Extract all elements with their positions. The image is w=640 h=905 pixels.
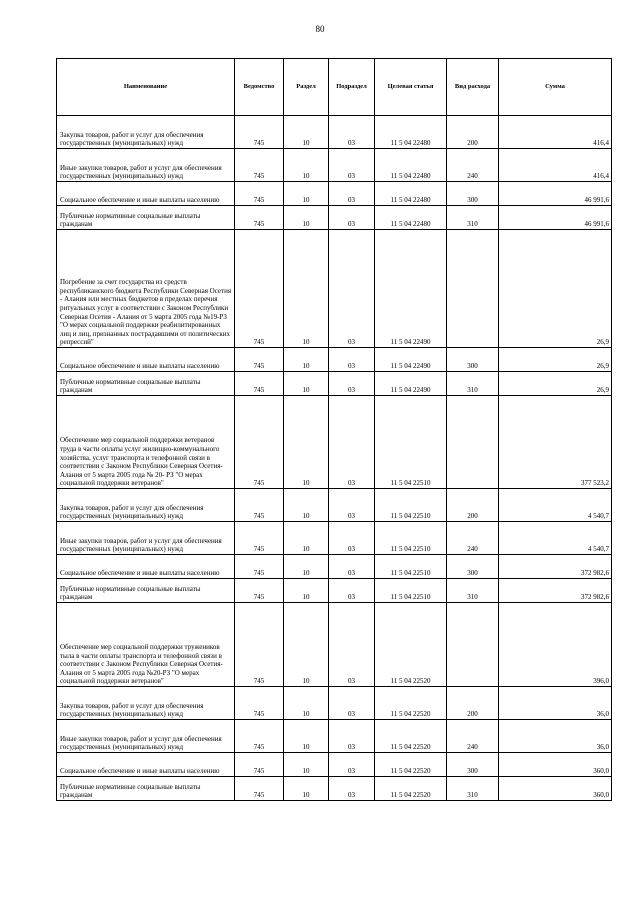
- header-expense-type: Вид расхода: [447, 59, 499, 116]
- row-section: 10: [284, 603, 329, 687]
- table-row: [57, 603, 612, 687]
- row-expense-type: [447, 230, 499, 348]
- row-department: 745: [235, 230, 284, 348]
- row-department: 745: [235, 116, 284, 149]
- row-target-article: 11 5 04 22510: [375, 489, 447, 522]
- row-section: 10: [284, 489, 329, 522]
- row-sum: 416,4: [499, 149, 612, 182]
- row-sum: 26,9: [499, 230, 612, 348]
- row-department: 745: [235, 396, 284, 489]
- row-subsection: 03: [329, 777, 375, 801]
- row-name: Закупка товаров, работ и услуг для обеспечения государственных (муниципальных) нужд: [57, 687, 235, 720]
- row-department: 745: [235, 603, 284, 687]
- row-name: Иные закупки товаров, работ и услуг для обеспечения государственных (муниципальных) нужд: [57, 522, 235, 555]
- table-row: [57, 555, 612, 579]
- row-subsection: 03: [329, 149, 375, 182]
- table-row: [57, 372, 612, 396]
- row-sum: 36,0: [499, 687, 612, 720]
- row-name: Публичные нормативные социальные выплаты гражданам: [57, 579, 235, 603]
- row-sum: 360,0: [499, 777, 612, 801]
- row-expense-type: 240: [447, 720, 499, 753]
- row-expense-type: 200: [447, 489, 499, 522]
- row-sum: 46 991,6: [499, 182, 612, 206]
- row-subsection: 03: [329, 116, 375, 149]
- table-row: [57, 348, 612, 372]
- row-expense-type: 300: [447, 348, 499, 372]
- row-expense-type: 310: [447, 777, 499, 801]
- row-subsection: 03: [329, 522, 375, 555]
- row-section: 10: [284, 348, 329, 372]
- row-section: 10: [284, 230, 329, 348]
- row-sum: 4 540,7: [499, 489, 612, 522]
- header-target-article: Целевая статья: [375, 59, 447, 116]
- row-subsection: 03: [329, 753, 375, 777]
- row-target-article: 11 5 04 22510: [375, 396, 447, 489]
- row-target-article: 11 5 04 22520: [375, 603, 447, 687]
- budget-table: [56, 58, 612, 801]
- row-name: Публичные нормативные социальные выплаты гражданам: [57, 206, 235, 230]
- row-target-article: 11 5 04 22520: [375, 777, 447, 801]
- row-expense-type: 200: [447, 687, 499, 720]
- row-subsection: 03: [329, 230, 375, 348]
- row-target-article: 11 5 04 22480: [375, 149, 447, 182]
- row-name: Публичные нормативные социальные выплаты гражданам: [57, 372, 235, 396]
- row-target-article: 11 5 04 22520: [375, 687, 447, 720]
- row-target-article: 11 5 04 22510: [375, 522, 447, 555]
- row-target-article: 11 5 04 22480: [375, 116, 447, 149]
- row-section: 10: [284, 687, 329, 720]
- row-sum: 4 540,7: [499, 522, 612, 555]
- row-name: Иные закупки товаров, работ и услуг для обеспечения государственных (муниципальных) нужд: [57, 720, 235, 753]
- row-sum: 46 991,6: [499, 206, 612, 230]
- table-row: [57, 720, 612, 753]
- row-section: 10: [284, 579, 329, 603]
- table-row: [57, 777, 612, 801]
- row-name: Социальное обеспечение и иные выплаты населению: [57, 182, 235, 206]
- row-section: 10: [284, 753, 329, 777]
- row-department: 745: [235, 348, 284, 372]
- row-sum: 377 523,2: [499, 396, 612, 489]
- table-row: [57, 230, 612, 348]
- row-name: Закупка товаров, работ и услуг для обеспечения государственных (муниципальных) нужд: [57, 489, 235, 522]
- row-section: 10: [284, 396, 329, 489]
- row-section: 10: [284, 149, 329, 182]
- table-row: [57, 149, 612, 182]
- row-target-article: 11 5 04 22520: [375, 753, 447, 777]
- row-sum: 26,9: [499, 348, 612, 372]
- row-expense-type: [447, 603, 499, 687]
- row-expense-type: 310: [447, 206, 499, 230]
- row-name: Закупка товаров, работ и услуг для обеспечения государственных (муниципальных) нужд: [57, 116, 235, 149]
- row-expense-type: 310: [447, 579, 499, 603]
- row-section: 10: [284, 522, 329, 555]
- row-department: 745: [235, 149, 284, 182]
- row-section: 10: [284, 182, 329, 206]
- row-sum: 36,0: [499, 720, 612, 753]
- row-sum: 416,4: [499, 116, 612, 149]
- row-name: Социальное обеспечение и иные выплаты населению: [57, 555, 235, 579]
- row-subsection: 03: [329, 687, 375, 720]
- row-target-article: 11 5 04 22480: [375, 206, 447, 230]
- table-row: [57, 522, 612, 555]
- row-department: 745: [235, 182, 284, 206]
- row-name: Социальное обеспечение и иные выплаты населению: [57, 753, 235, 777]
- row-section: 10: [284, 116, 329, 149]
- row-target-article: 11 5 04 22490: [375, 348, 447, 372]
- table-row: [57, 396, 612, 489]
- row-name: Иные закупки товаров, работ и услуг для обеспечения государственных (муниципальных) нужд: [57, 149, 235, 182]
- row-department: 745: [235, 777, 284, 801]
- row-department: 745: [235, 522, 284, 555]
- row-sum: 372 982,6: [499, 579, 612, 603]
- row-subsection: 03: [329, 206, 375, 230]
- row-target-article: 11 5 04 22510: [375, 555, 447, 579]
- row-department: 745: [235, 372, 284, 396]
- row-subsection: 03: [329, 372, 375, 396]
- row-name: Погребение за счет государства из средств республиканского бюджета Республики Северная Осетия - Алания или местных бюджетов в пределах перечня ритуальных услуг в соответствии с Законом Республики Северная Осетия - Алания от 5 марта 2005 года №19-РЗ "О мерах социальной поддержки реабилитированных лиц и лиц, признанных пострадавшими от политических репрессий": [57, 230, 235, 348]
- row-sum: 26,9: [499, 372, 612, 396]
- table-row: [57, 753, 612, 777]
- row-subsection: 03: [329, 489, 375, 522]
- row-expense-type: 240: [447, 149, 499, 182]
- row-name: Публичные нормативные социальные выплаты гражданам: [57, 777, 235, 801]
- header-department: Ведомство: [235, 59, 284, 116]
- row-subsection: 03: [329, 579, 375, 603]
- header-name: Наименование: [57, 59, 235, 116]
- table-row: [57, 579, 612, 603]
- row-department: 745: [235, 753, 284, 777]
- table-row: [57, 182, 612, 206]
- header-subsection: Подраздел: [329, 59, 375, 116]
- row-expense-type: 300: [447, 182, 499, 206]
- row-subsection: 03: [329, 603, 375, 687]
- row-subsection: 03: [329, 182, 375, 206]
- row-subsection: 03: [329, 555, 375, 579]
- row-section: 10: [284, 372, 329, 396]
- row-name: Обеспечение мер социальной поддержки ветеранов труда в части оплаты услуг жилищно-коммунального хозяйства, услуг транспорта и телефонной связи в соответствии с Законом Республики Северная Осетия-Алания от 5 марта 2005 года № 20- РЗ "О мерах социальной поддержки ветеранов": [57, 396, 235, 489]
- row-expense-type: 300: [447, 555, 499, 579]
- table-row: [57, 206, 612, 230]
- row-name: Обеспечение мер социальной поддержки тружеников тыла в части оплаты транспорта и телефонной связи в соответствии с Законом Республики Северная Осетия-Алания от 5 марта 2005 года №20-РЗ "О мерах социальной поддержки ветеранов": [57, 603, 235, 687]
- row-target-article: 11 5 04 22510: [375, 579, 447, 603]
- row-sum: 396,0: [499, 603, 612, 687]
- row-section: 10: [284, 720, 329, 753]
- table-header-row: [57, 59, 612, 116]
- row-subsection: 03: [329, 348, 375, 372]
- row-department: 745: [235, 489, 284, 522]
- row-sum: 372 982,6: [499, 555, 612, 579]
- page-number: 80: [315, 24, 325, 34]
- row-target-article: 11 5 04 22490: [375, 372, 447, 396]
- row-section: 10: [284, 206, 329, 230]
- row-expense-type: 310: [447, 372, 499, 396]
- row-target-article: 11 5 04 22480: [375, 182, 447, 206]
- row-subsection: 03: [329, 396, 375, 489]
- row-section: 10: [284, 555, 329, 579]
- row-department: 745: [235, 579, 284, 603]
- row-subsection: 03: [329, 720, 375, 753]
- row-department: 745: [235, 206, 284, 230]
- row-expense-type: 300: [447, 753, 499, 777]
- row-sum: 360,0: [499, 753, 612, 777]
- row-target-article: 11 5 04 22490: [375, 230, 447, 348]
- row-name: Социальное обеспечение и иные выплаты населению: [57, 348, 235, 372]
- row-department: 745: [235, 555, 284, 579]
- header-sum: Сумма: [499, 59, 612, 116]
- row-expense-type: 200: [447, 116, 499, 149]
- row-target-article: 11 5 04 22520: [375, 720, 447, 753]
- header-section: Раздел: [284, 59, 329, 116]
- table-row: [57, 687, 612, 720]
- row-section: 10: [284, 777, 329, 801]
- row-expense-type: [447, 396, 499, 489]
- row-department: 745: [235, 720, 284, 753]
- row-expense-type: 240: [447, 522, 499, 555]
- table-row: [57, 116, 612, 149]
- table-row: [57, 489, 612, 522]
- row-department: 745: [235, 687, 284, 720]
